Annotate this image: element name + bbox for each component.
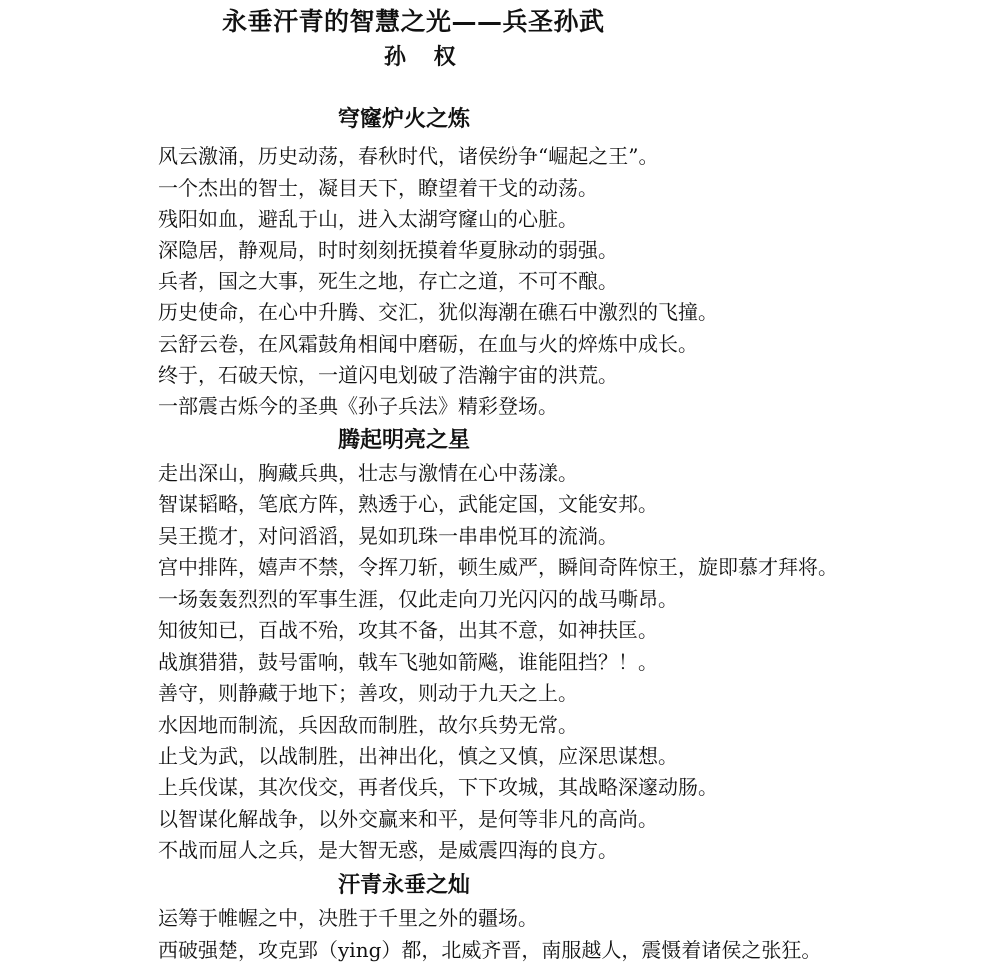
poem-line: 历史使命，在心中升腾、交汇，犹似海潮在礁石中激烈的飞撞。 bbox=[158, 300, 718, 324]
poem-line: 终于，石破天惊，一道闪电划破了浩瀚宇宙的洪荒。 bbox=[158, 363, 618, 387]
poem-line: 运筹于帷幄之中，决胜于千里之外的疆场。 bbox=[158, 906, 538, 930]
poem-line: 知彼知已，百战不殆，攻其不备，出其不意，如神扶匡。 bbox=[158, 618, 658, 642]
section-heading-1: 穹窿炉火之炼 bbox=[338, 106, 471, 132]
poem-line: 深隐居，静观局，时时刻刻抚摸着华夏脉动的弱强。 bbox=[158, 238, 618, 262]
poem-line: 吴王揽才，对问滔滔，晃如玑珠一串串悦耳的流淌。 bbox=[158, 524, 618, 548]
poem-line: 一部震古烁今的圣典《孙子兵法》精彩登场。 bbox=[158, 394, 558, 418]
poem-line: 兵者，国之大事，死生之地，存亡之道，不可不酿。 bbox=[158, 269, 618, 293]
poem-line: 战旗猎猎，鼓号雷响，戟车飞驰如箭飚，谁能阻挡？！。 bbox=[158, 650, 658, 674]
poem-line: 善守，则静藏于地下；善攻，则动于九天之上。 bbox=[158, 681, 578, 705]
poem-line: 宫中排阵，嬉声不禁，令挥刀斩，顿生威严，瞬间奇阵惊王，旋即慕才拜将。 bbox=[158, 555, 838, 579]
poem-line: 西破强楚，攻克郢（ying）都，北威齐晋，南服越人，震慑着诸侯之张狂。 bbox=[158, 938, 822, 962]
poem-line: 一个杰出的智士，凝目天下，瞭望着干戈的动荡。 bbox=[158, 176, 598, 200]
poem-line: 一场轰轰烈烈的军事生涯，仅此走向刀光闪闪的战马嘶昂。 bbox=[158, 587, 678, 611]
poem-line: 走出深山，胸藏兵典，壮志与激情在心中荡漾。 bbox=[158, 461, 578, 485]
poem-line: 水因地而制流，兵因敌而制胜，故尔兵势无常。 bbox=[158, 713, 578, 737]
poem-line: 云舒云卷，在风霜鼓角相闻中磨砺，在血与火的焠炼中成长。 bbox=[158, 332, 698, 356]
document-title: 永垂汗青的智慧之光——兵圣孙武 bbox=[222, 7, 605, 36]
poem-line: 止戈为武，以战制胜，出神出化，慎之又慎，应深思谋想。 bbox=[158, 744, 678, 768]
section-heading-2: 腾起明亮之星 bbox=[338, 427, 471, 453]
poem-line: 上兵伐谋，其次伐交，再者伐兵，下下攻城，其战略深邃动肠。 bbox=[158, 775, 718, 799]
poem-line: 以智谋化解战争，以外交赢来和平，是何等非凡的高尚。 bbox=[158, 807, 658, 831]
author-name: 孙 权 bbox=[384, 44, 466, 70]
poem-line: 风云激涌，历史动荡，春秋时代，诸侯纷争“崛起之王”。 bbox=[158, 144, 659, 168]
poem-line: 不战而屈人之兵，是大智无惑，是威震四海的良方。 bbox=[158, 838, 618, 862]
section-heading-3: 汗青永垂之灿 bbox=[338, 872, 471, 898]
poem-line: 智谋韬略，笔底方阵，熟透于心，武能定国，文能安邦。 bbox=[158, 492, 658, 516]
poem-line: 残阳如血，避乱于山，进入太湖穹窿山的心脏。 bbox=[158, 207, 578, 231]
